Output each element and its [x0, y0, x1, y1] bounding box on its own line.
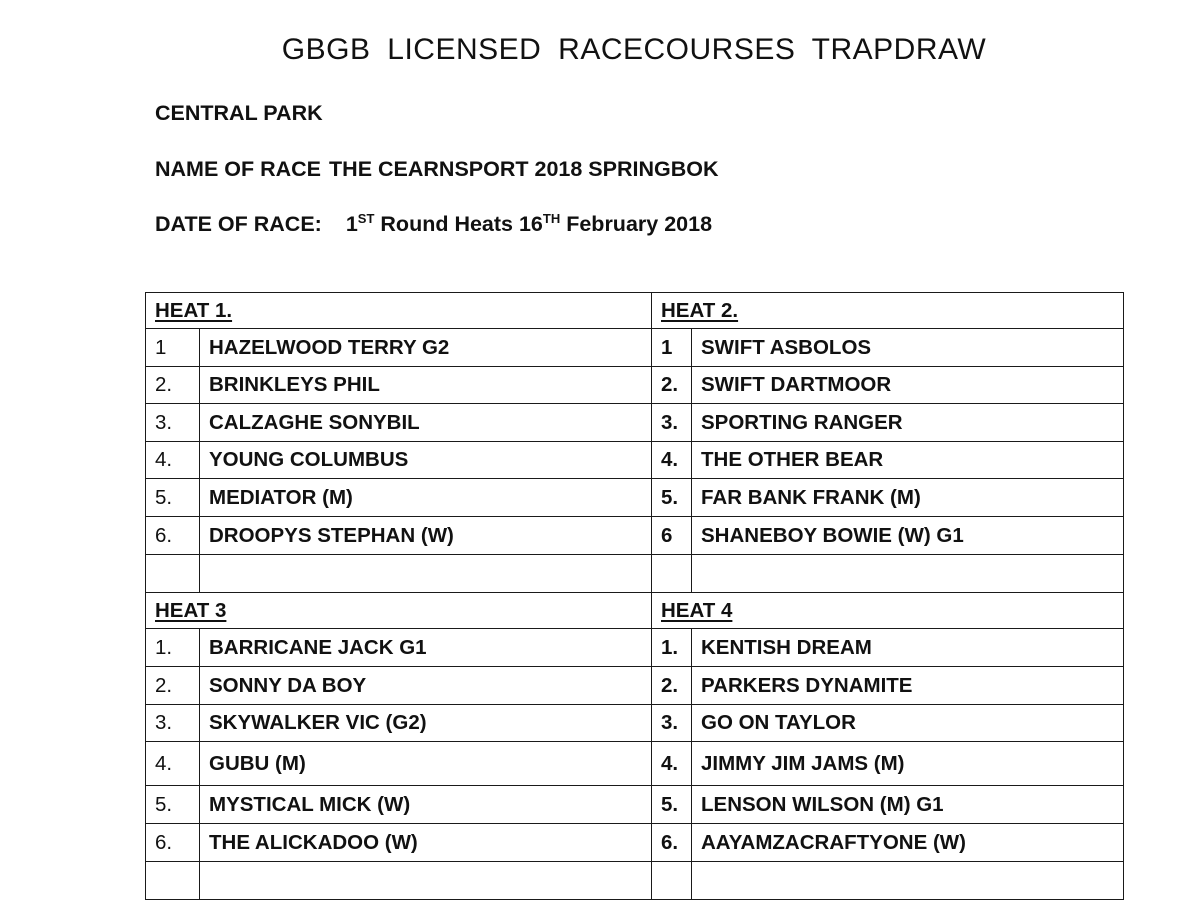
empty-cell: [652, 862, 692, 900]
runner-name: HAZELWOOD TERRY G2: [200, 329, 652, 367]
runner-name: DROOPYS STEPHAN (W): [200, 517, 652, 555]
runner-name: FAR BANK FRANK (M): [692, 479, 1124, 517]
empty-cell: [200, 555, 652, 593]
document-title: GBGB LICENSED RACECOURSES TRAPDRAW: [281, 33, 987, 66]
trap-number: 3.: [146, 705, 200, 742]
race-name-label: NAME OF RACE: [155, 157, 322, 181]
runner-name: SKYWALKER VIC (G2): [200, 705, 652, 742]
trap-number: 4.: [652, 742, 692, 786]
empty-row: [146, 862, 1124, 900]
trap-number: 2.: [146, 367, 200, 404]
runner-name: THE ALICKADOO (W): [200, 824, 652, 862]
table-row: [146, 367, 1124, 404]
table-row: [146, 629, 1124, 667]
table-row: [146, 442, 1124, 479]
table-row: [146, 786, 1124, 824]
trap-number: 4.: [146, 442, 200, 479]
trap-number: 6: [652, 517, 692, 555]
runner-name: SHANEBOY BOWIE (W) G1: [692, 517, 1124, 555]
table-row: [146, 667, 1124, 705]
trap-number: 1.: [146, 629, 200, 667]
runner-name: GUBU (M): [200, 742, 652, 786]
runner-name: KENTISH DREAM: [692, 629, 1124, 667]
round-number: 1: [345, 212, 358, 236]
trap-number: 5.: [652, 479, 692, 517]
heat-header-row: [146, 293, 1124, 329]
table-row: [146, 404, 1124, 442]
date-text: February 2018: [566, 212, 713, 236]
runner-name: SPORTING RANGER: [692, 404, 1124, 442]
runner-name: GO ON TAYLOR: [692, 705, 1124, 742]
table-row: [146, 824, 1124, 862]
table-row: [146, 705, 1124, 742]
empty-cell: [146, 555, 200, 593]
heat-header-row: [146, 593, 1124, 629]
date-label: DATE OF RACE:: [155, 212, 322, 236]
runner-name: SWIFT DARTMOOR: [692, 367, 1124, 404]
heat-title: HEAT 2.: [652, 293, 1124, 329]
empty-cell: [200, 862, 652, 900]
trap-number: 6.: [146, 517, 200, 555]
venue: CENTRAL PARK: [155, 101, 323, 125]
table-row: [146, 479, 1124, 517]
trap-number: 1: [146, 329, 200, 367]
runner-name: THE OTHER BEAR: [692, 442, 1124, 479]
runner-name: JIMMY JIM JAMS (M): [692, 742, 1124, 786]
heat-title: HEAT 4: [652, 593, 1124, 629]
runner-name: SWIFT ASBOLOS: [692, 329, 1124, 367]
trap-number: 3.: [146, 404, 200, 442]
table-row: [146, 517, 1124, 555]
trap-number: 5.: [146, 786, 200, 824]
trap-number: 3.: [652, 404, 692, 442]
trap-number: 4.: [652, 442, 692, 479]
heat-title: HEAT 1.: [146, 293, 652, 329]
empty-cell: [692, 555, 1124, 593]
table-row: [146, 742, 1124, 786]
trapdraw-table: [145, 292, 1124, 900]
runner-name: SONNY DA BOY: [200, 667, 652, 705]
runner-name: LENSON WILSON (M) G1: [692, 786, 1124, 824]
trap-number: 4.: [146, 742, 200, 786]
race-name: THE CEARNSPORT 2018 SPRINGBOK: [329, 157, 719, 181]
empty-cell: [652, 555, 692, 593]
runner-name: BARRICANE JACK G1: [200, 629, 652, 667]
trap-number: 2.: [652, 367, 692, 404]
empty-row: [146, 555, 1124, 593]
empty-cell: [692, 862, 1124, 900]
runner-name: CALZAGHE SONYBIL: [200, 404, 652, 442]
trap-number: 2.: [652, 667, 692, 705]
trap-number: 2.: [146, 667, 200, 705]
trap-number: 5.: [652, 786, 692, 824]
trap-number: 6.: [146, 824, 200, 862]
round-text: Round Heats 16: [380, 212, 543, 236]
race-name-line: [155, 157, 719, 182]
heat-title: HEAT 3: [146, 593, 652, 629]
trap-number: 6.: [652, 824, 692, 862]
runner-name: BRINKLEYS PHIL: [200, 367, 652, 404]
trap-number: 1.: [652, 629, 692, 667]
empty-cell: [146, 862, 200, 900]
runner-name: PARKERS DYNAMITE: [692, 667, 1124, 705]
runner-name: YOUNG COLUMBUS: [200, 442, 652, 479]
trap-number: 1: [652, 329, 692, 367]
race-date-line: [155, 212, 712, 237]
round-suffix: ST: [357, 211, 375, 226]
runner-name: MEDIATOR (M): [200, 479, 652, 517]
table-row: [146, 329, 1124, 367]
runner-name: MYSTICAL MICK (W): [200, 786, 652, 824]
runner-name: AAYAMZACRAFTYONE (W): [692, 824, 1124, 862]
trap-number: 5.: [146, 479, 200, 517]
trap-number: 3.: [652, 705, 692, 742]
day-suffix: TH: [542, 211, 561, 226]
